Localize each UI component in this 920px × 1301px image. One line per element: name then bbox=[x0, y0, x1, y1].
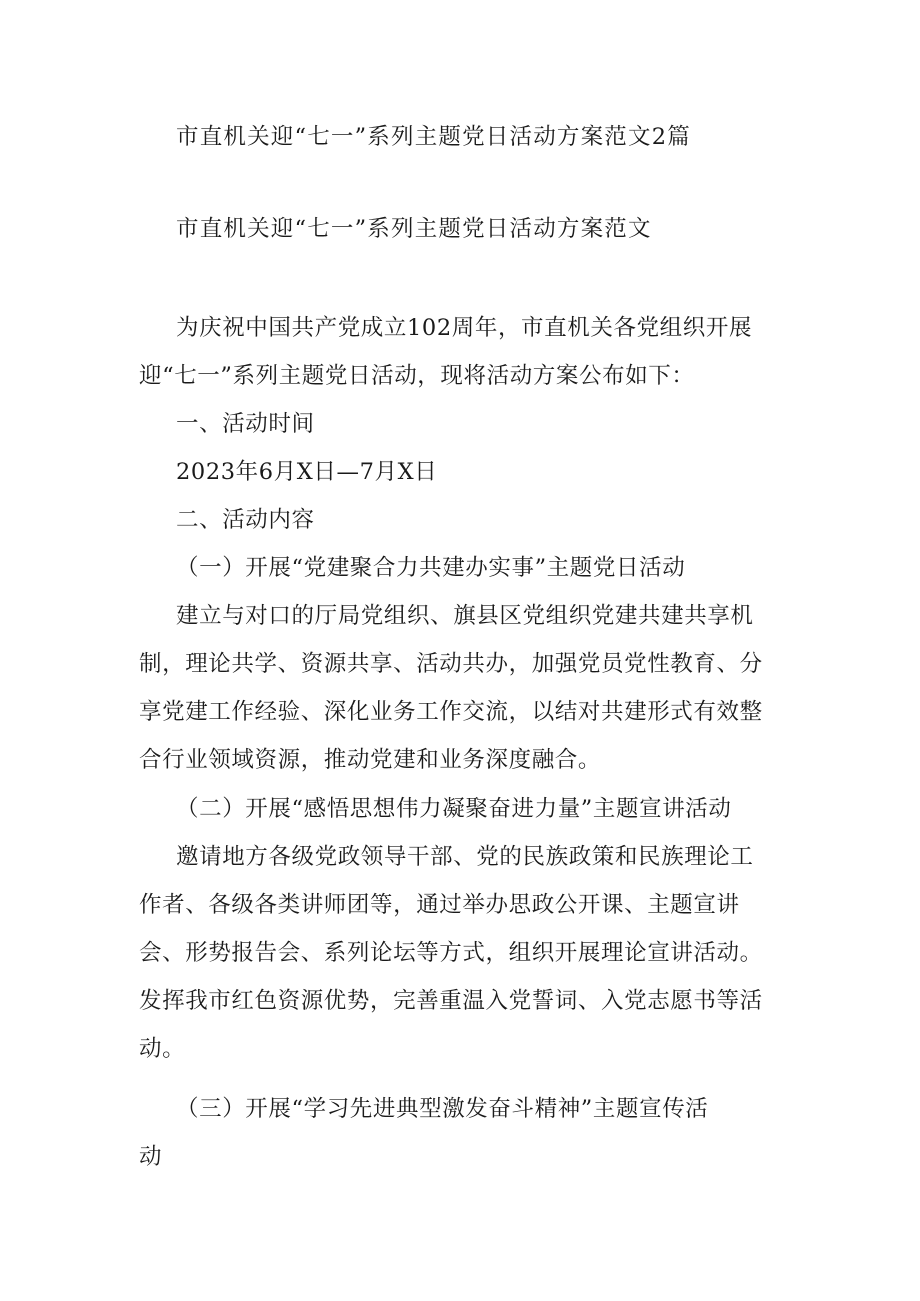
paragraph-line: 作者、各级各类讲师团等，通过举办思政公开课、主题宣讲 bbox=[139, 892, 740, 918]
item-heading: （二）开展“感悟思想伟力凝聚奋进力量”主题宣讲活动 bbox=[176, 796, 732, 822]
paragraph-line: 合行业领域资源，推动党建和业务深度融合。 bbox=[139, 747, 602, 773]
main-title: 市直机关迎“七一”系列主题党日活动方案范文2篇 bbox=[176, 124, 691, 150]
item-heading: （三）开展“学习先进典型激发奋斗精神”主题宣传活 bbox=[176, 1096, 709, 1122]
sub-title: 市直机关迎“七一”系列主题党日活动方案范文 bbox=[176, 216, 652, 242]
intro-line: 为庆祝中国共产党成立102周年，市直机关各党组织开展 bbox=[176, 315, 753, 341]
section-heading: 二、活动内容 bbox=[176, 507, 315, 533]
paragraph-line: 邀请地方各级党政领导干部、党的民族政策和民族理论工 bbox=[176, 844, 754, 870]
item-heading: （一）开展“党建聚合力共建办实事”主题党日活动 bbox=[176, 555, 686, 581]
paragraph-line: 会、形势报告会、系列论坛等方式，组织开展理论宣讲活动。 bbox=[139, 940, 763, 966]
intro-line: 迎“七一”系列主题党日活动，现将活动方案公布如下： bbox=[139, 363, 695, 389]
paragraph-line: 制，理论共学、资源共享、活动共办，加强党员党性教育、分 bbox=[139, 651, 763, 677]
paragraph-line: 动。 bbox=[139, 1036, 186, 1062]
paragraph-line: 建立与对口的厅局党组织、旗县区党组织党建共建共享机 bbox=[176, 603, 754, 629]
item-heading-continued: 动 bbox=[139, 1144, 163, 1170]
activity-date: 2023年6月X日—7月X日 bbox=[176, 459, 438, 485]
paragraph-line: 发挥我市红色资源优势，完善重温入党誓词、入党志愿书等活 bbox=[139, 988, 763, 1014]
paragraph-line: 享党建工作经验、深化业务工作交流，以结对共建形式有效整 bbox=[139, 699, 763, 725]
section-heading: 一、活动时间 bbox=[176, 411, 315, 437]
